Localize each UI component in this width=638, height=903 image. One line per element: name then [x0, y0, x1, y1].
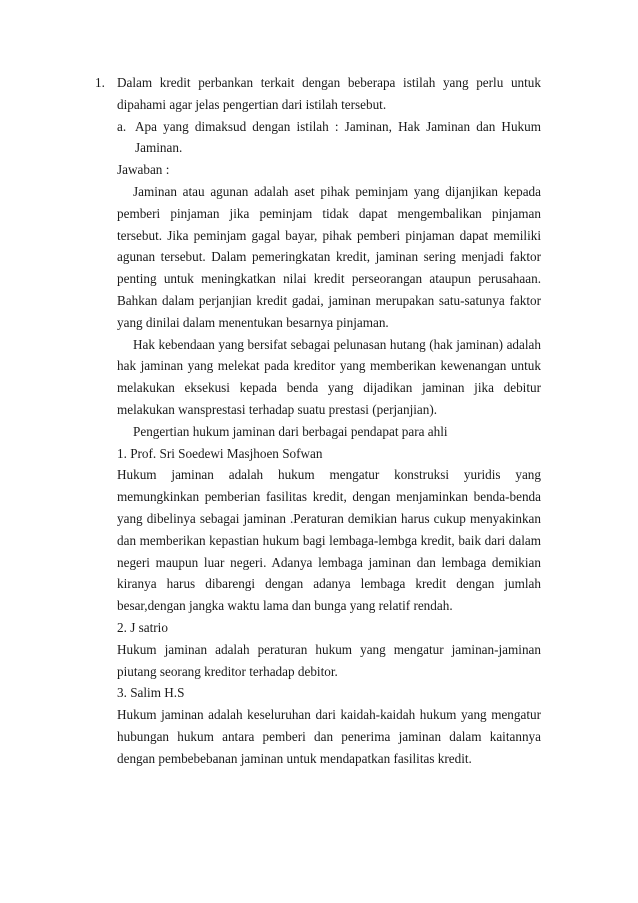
sub-question-text: Apa yang dimaksud dengan istilah : Jaminan, Hak Jaminan dan Hukum Jaminan. [135, 118, 541, 156]
expert-definition: Hukum jaminan adalah peraturan hukum yang mengatur jaminan-jaminan piutang seorang kreditor terhadap debitor. [117, 641, 541, 679]
question-number: 1. [95, 75, 105, 90]
answer-paragraph-2: Hak kebendaan yang bersifat sebagai pelunasan hutang (hak jaminan) adalah hak jaminan yang melekat pada kreditor yang memberikan kewenangan untuk melakukan eksekusi kepada benda yang dijadikan jaminan jika debitur melakukan wansprestasi terhadap suatu prestasi (perjanjian). [117, 336, 541, 417]
answer-label: Jawaban : [117, 162, 170, 178]
question-intro: Dalam kredit perbankan terkait dengan beberapa istilah yang perlu untuk dipahami agar jelas pengertian dari istilah tersebut. [117, 75, 541, 112]
answer-paragraph-1: Jaminan atau agunan adalah aset pihak peminjam yang dijanjikan kepada pemberi pinjaman jika peminjam tidak dapat mengembalikan pinjaman tersebut. Jika peminjam gagal bayar, pihak pemberi pinjaman dapat memiliki agunan tersebut. Dalam pemeringkatan kredit, jaminan sering menjadi faktor penting untuk meningkatkan nilai kredit perseorangan ataupun perusahaan. Bahkan dalam perjanjian kredit gadai, jaminan merupakan satu-satunya faktor yang dinilai dalam menentukan besarnya pinjaman. [117, 183, 541, 330]
expert-heading: 1. Prof. Sri Soedewi Masjhoen Sofwan [117, 445, 323, 461]
question-body [117, 72, 541, 770]
expert-heading: 2. J satrio [117, 619, 168, 635]
expert-definition: Hukum jaminan adalah keseluruhan dari kaidah-kaidah hukum yang mengatur hubungan hukum antara pemberi dan penerima jaminan dalam kaitannya dengan pembebebanan jaminan untuk mendapatkan fasilitas kredit. [117, 707, 541, 766]
sub-question-a [117, 116, 541, 160]
answer-paragraph-3: Pengertian hukum jaminan dari berbagai pendapat para ahli [133, 423, 448, 439]
sub-question-letter: a. [117, 118, 127, 134]
expert-heading: 3. Salim H.S [117, 685, 185, 701]
expert-definition: Hukum jaminan adalah hukum mengatur konstruksi yuridis yang memungkinkan pemberian fasilitas kredit, dengan menjaminkan benda-benda yang dibelinya sebagai jaminan .Peraturan demikian harus cukup menyakinkan dan memberikan kepastian hukum bagi lembaga-lembga kredit, baik dari dalam negeri maupun luar negeri. Adanya lembaga jaminan dan lembaga demikian kiranya harus dibarengi dengan adanya lembaga kredit dengan jumlah besar,dengan jangka waktu lama dan bunga yang relatif rendah. [117, 467, 541, 614]
